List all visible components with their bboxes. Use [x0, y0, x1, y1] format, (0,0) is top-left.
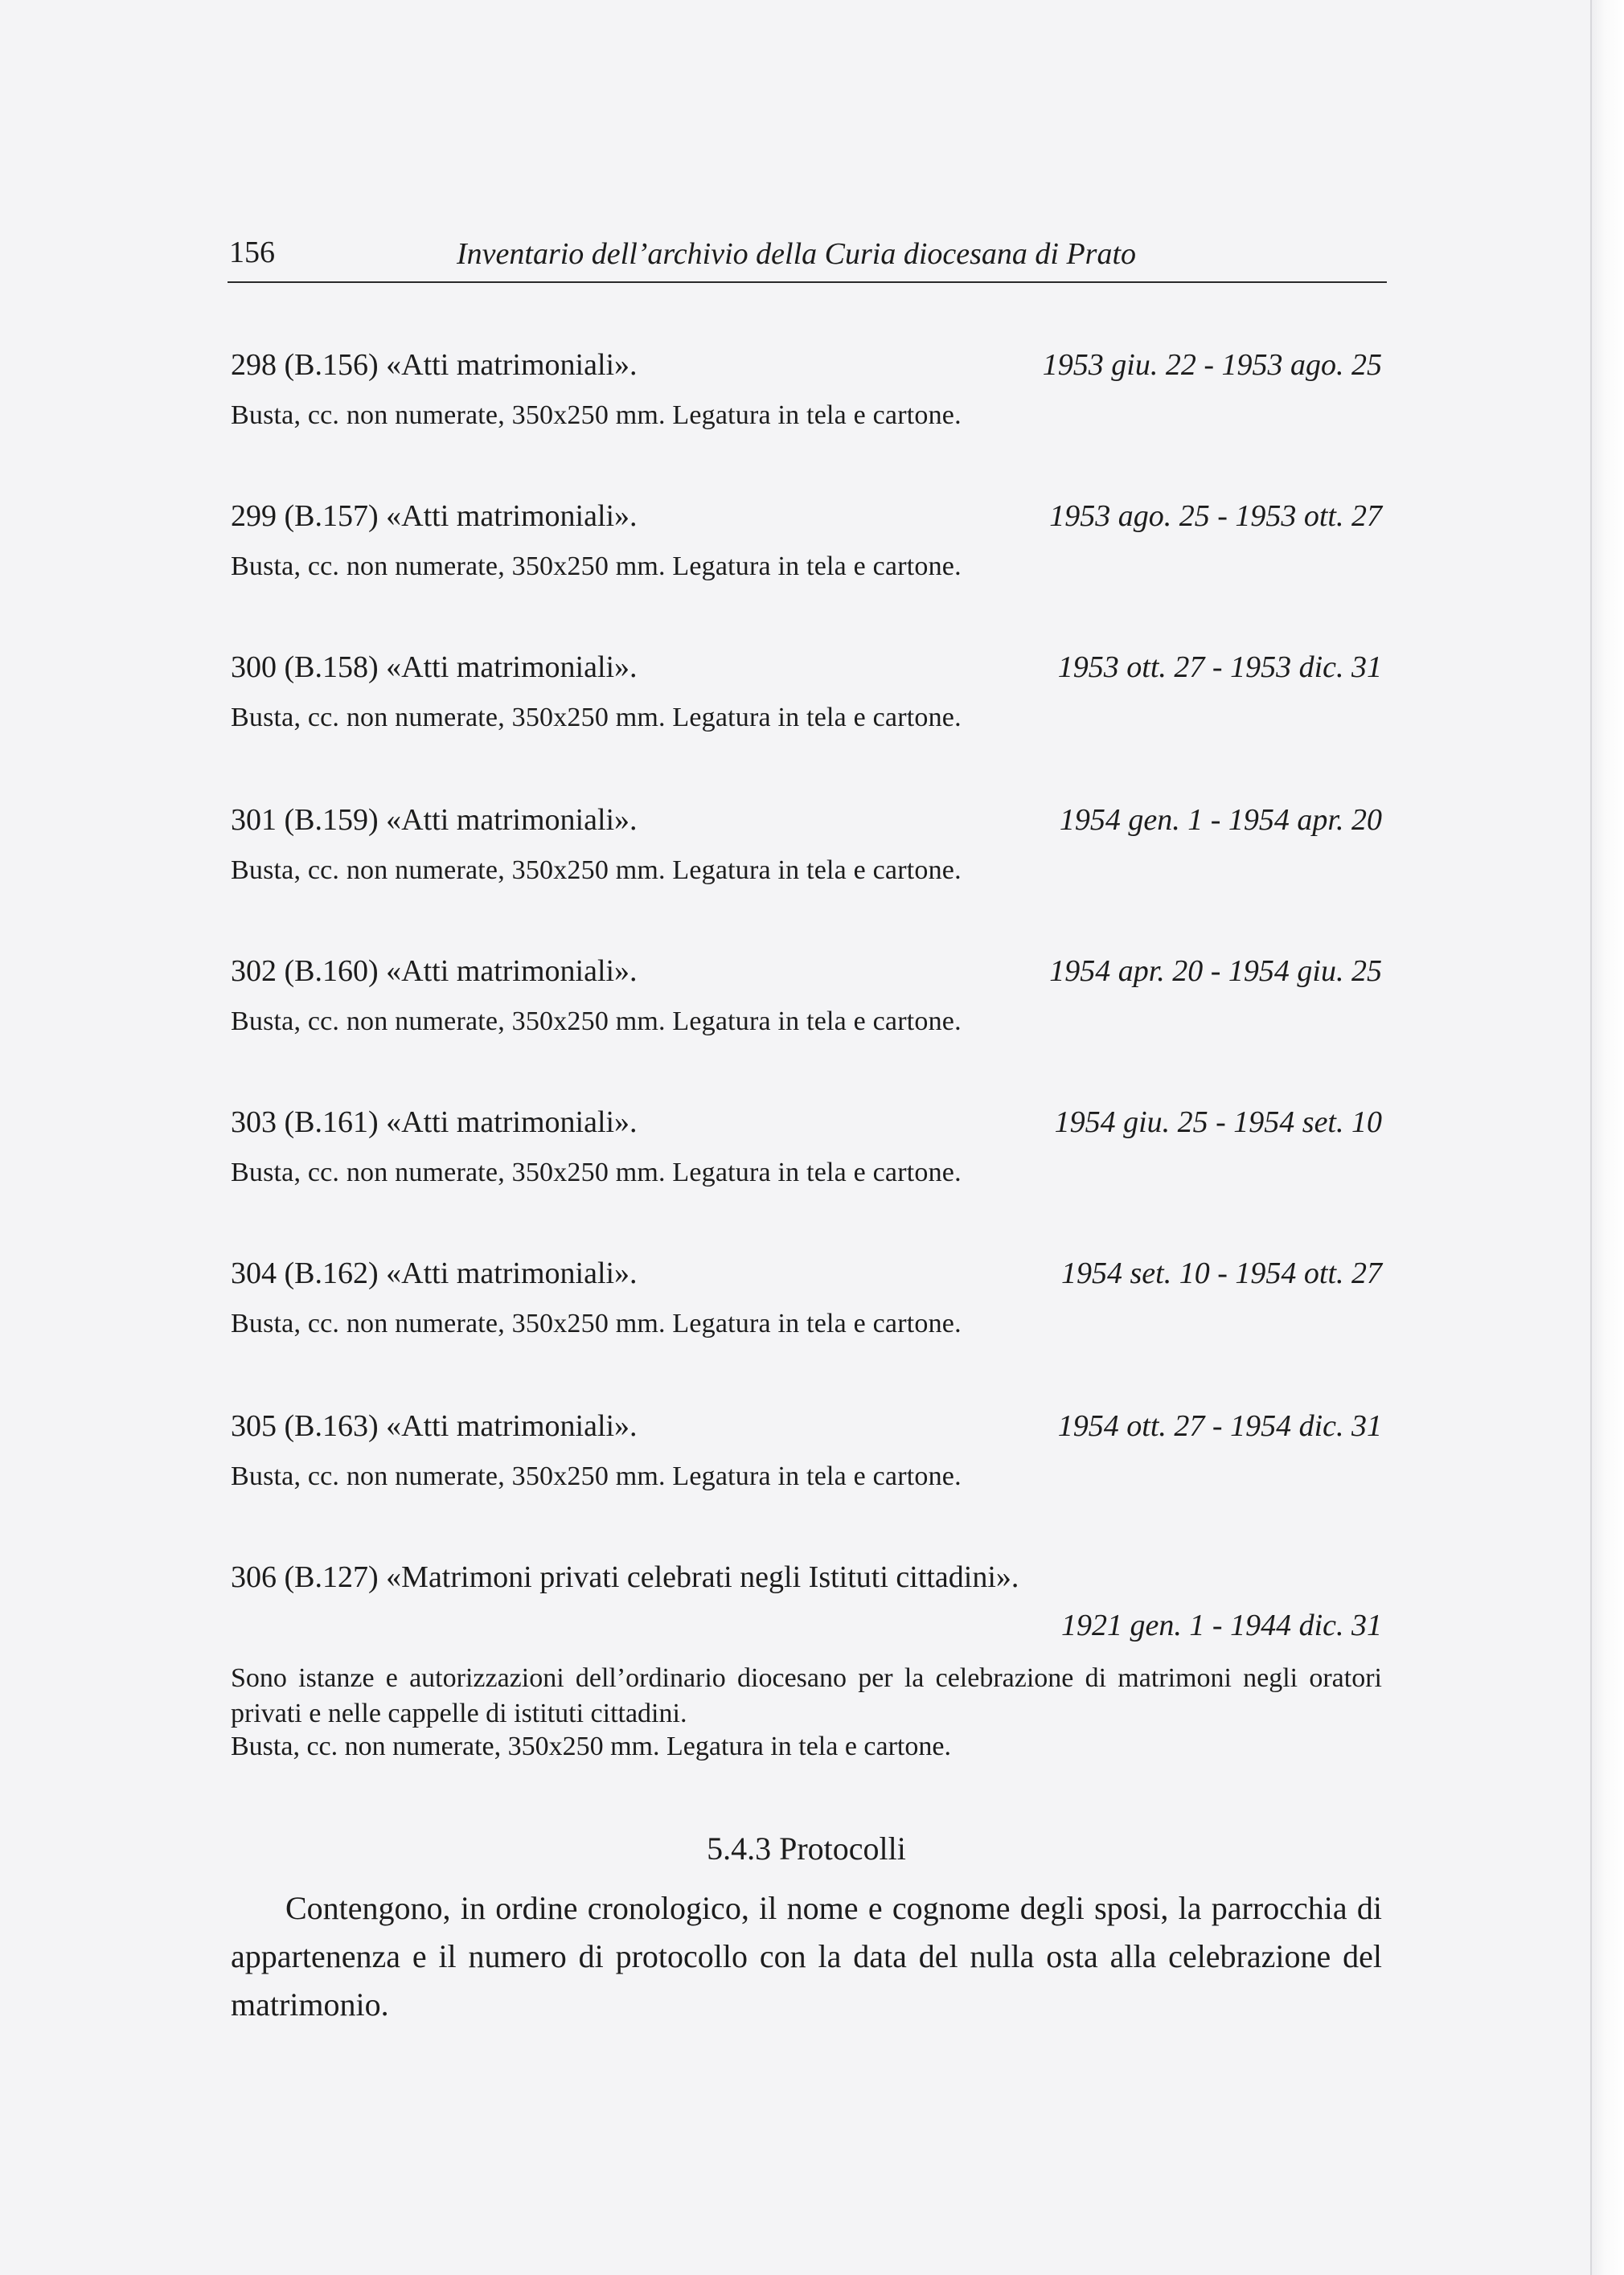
page-number: 156 [229, 236, 275, 269]
entry-description: Busta, cc. non numerate, 350x250 mm. Legatura in tela e cartone. [231, 703, 962, 732]
entry-date: 1954 set. 10 - 1954 ott. 27 [1061, 1256, 1382, 1290]
entry-title: 299 (B.157) «Atti matrimoniali». [231, 499, 638, 533]
entry-date: 1953 ott. 27 - 1953 dic. 31 [1057, 650, 1382, 684]
entry-description: Busta, cc. non numerate, 350x250 mm. Legatura in tela e cartone. [231, 551, 962, 581]
entry-title: 298 (B.156) «Atti matrimoniali». [231, 348, 638, 382]
section-paragraph: Contengono, in ordine cronologico, il nome e cognome degli sposi, la parrocchia di appartenenza e il numero di protocollo con la data del nulla osta alla celebrazione del matrimonio. [231, 1890, 1382, 2023]
entry-title: 303 (B.161) «Atti matrimoniali». [231, 1105, 638, 1139]
entry-date: 1954 ott. 27 - 1954 dic. 31 [1057, 1409, 1382, 1443]
running-title: Inventario dell’archivio della Curia diocesana di Prato [457, 237, 1137, 271]
entry-title: 302 (B.160) «Atti matrimoniali». [231, 954, 638, 988]
entry-title: 306 (B.127) «Matrimoni privati celebrati negli Istituti cittadini». [231, 1560, 1019, 1594]
entry-description: Busta, cc. non numerate, 350x250 mm. Legatura in tela e cartone. [231, 400, 962, 430]
entry-title: 304 (B.162) «Atti matrimoniali». [231, 1256, 638, 1290]
entry-date: 1954 giu. 25 - 1954 set. 10 [1054, 1105, 1382, 1139]
entry-description: Busta, cc. non numerate, 350x250 mm. Legatura in tela e cartone. [231, 1461, 962, 1491]
entry-description: Busta, cc. non numerate, 350x250 mm. Legatura in tela e cartone. [231, 855, 962, 885]
section-title: 5.4.3 Protocolli [707, 1830, 906, 1867]
page-edge [1590, 0, 1624, 2275]
entry-date: 1921 gen. 1 - 1944 dic. 31 [1061, 1609, 1382, 1642]
page-header [228, 235, 1387, 283]
entry-date: 1953 ago. 25 - 1953 ott. 27 [1049, 499, 1382, 533]
entry-title: 305 (B.163) «Atti matrimoniali». [231, 1409, 638, 1443]
entry-description: Busta, cc. non numerate, 350x250 mm. Legatura in tela e cartone. [231, 1158, 962, 1187]
entry-date: 1953 giu. 22 - 1953 ago. 25 [1042, 348, 1382, 382]
entry-note: Sono istanze e autorizzazioni dell’ordinario diocesano per la celebrazione di matrimoni negli oratori privati e nelle cappelle di istituti cittadini. [231, 1663, 1382, 1728]
entry-description: Busta, cc. non numerate, 350x250 mm. Legatura in tela e cartone. [231, 1732, 951, 1761]
entry-title: 300 (B.158) «Atti matrimoniali». [231, 650, 638, 684]
entry-description: Busta, cc. non numerate, 350x250 mm. Legatura in tela e cartone. [231, 1309, 962, 1338]
entry-title: 301 (B.159) «Atti matrimoniali». [231, 803, 638, 837]
entry-description: Busta, cc. non numerate, 350x250 mm. Legatura in tela e cartone. [231, 1006, 962, 1036]
entry-date: 1954 apr. 20 - 1954 giu. 25 [1049, 954, 1382, 988]
entry-date: 1954 gen. 1 - 1954 apr. 20 [1059, 803, 1382, 837]
